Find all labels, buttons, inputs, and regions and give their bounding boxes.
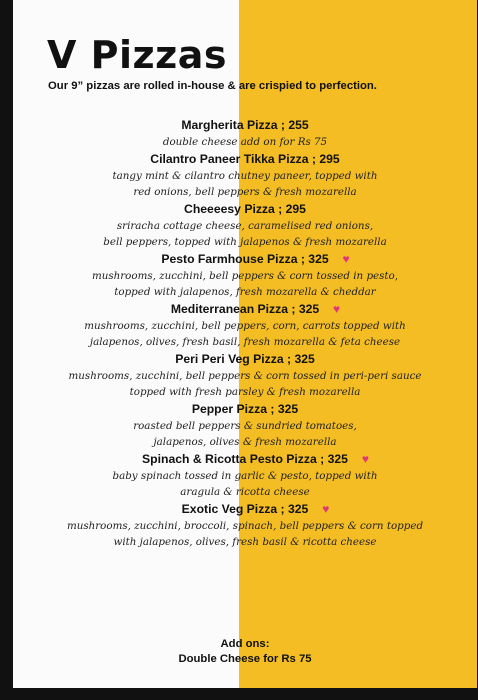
item-name-text: Peri Peri Veg Pizza ; 325 — [175, 352, 315, 366]
item-name — [161, 251, 350, 268]
item-name-text: Margherita Pizza ; 255 — [181, 118, 309, 132]
addons-title: Add ons: — [220, 638, 270, 650]
heart-icon: ♥ — [322, 502, 330, 516]
item-description-line: bell peppers, topped with jalapenos & fresh mozarella — [103, 236, 387, 248]
addons-section — [13, 637, 477, 667]
menu-item-cilantro-paneer-tikka — [13, 150, 477, 200]
item-name — [181, 117, 308, 134]
item-description-line: topped with jalapenos, fresh mozarella & cheddar — [114, 286, 376, 298]
item-description-line: topped with fresh parsley & fresh mozarella — [129, 386, 361, 398]
item-description-line: with jalapenos, olives, fresh basil & ricotta cheese — [113, 536, 377, 548]
item-description-line: tangy mint & cilantro chutney paneer, topped with — [112, 170, 378, 182]
heart-icon: ♥ — [333, 302, 341, 316]
menu-item-exotic-veg — [13, 500, 477, 550]
item-name — [150, 151, 339, 168]
item-description-line: red onions, bell peppers & fresh mozarella — [133, 186, 357, 198]
item-name-text: Pepper Pizza ; 325 — [191, 402, 299, 416]
item-name — [142, 451, 369, 468]
menu-item-mediterranean — [13, 300, 477, 350]
item-name — [170, 301, 341, 318]
item-description-line: baby spinach tossed in garlic & pesto, topped with — [112, 470, 378, 482]
item-description-line: jalapenos, olives, fresh basil, fresh mozarella & feta cheese — [89, 336, 401, 348]
item-name-text: Cilantro Paneer Tikka Pizza ; 295 — [150, 152, 340, 166]
menu-item-spinach-ricotta-pesto — [13, 450, 477, 500]
item-name — [184, 201, 306, 218]
menu-title: V Pizzas — [47, 33, 228, 77]
menu-item-cheeeesy — [13, 200, 477, 250]
item-description-line: mushrooms, zucchini, bell peppers, corn, carrots topped with — [84, 320, 406, 332]
menu-page — [13, 0, 477, 688]
item-name — [181, 501, 330, 518]
addons-text: Double Cheese for Rs 75 — [178, 653, 312, 665]
item-description-line: aragula & ricotta cheese — [180, 486, 310, 498]
item-name-text: Spinach & Ricotta Pesto Pizza ; 325 — [142, 452, 348, 466]
item-description-line: roasted bell peppers & sundried tomatoes, — [133, 420, 357, 432]
item-name-text: Exotic Veg Pizza ; 325 — [181, 502, 309, 516]
item-name-text: Pesto Farmhouse Pizza ; 325 — [161, 252, 329, 266]
item-description-line: mushrooms, zucchini, bell peppers & corn tossed in peri-peri sauce — [68, 370, 422, 382]
item-description-line: double cheese add on for Rs 75 — [162, 136, 328, 148]
menu-list — [13, 116, 477, 550]
menu-item-peri-peri-veg — [13, 350, 477, 400]
menu-item-pepper — [13, 400, 477, 450]
item-description-line: mushrooms, zucchini, bell peppers & corn tossed in pesto, — [91, 270, 399, 282]
heart-icon: ♥ — [342, 252, 350, 266]
item-description-line: jalapenos, olives & fresh mozarella — [153, 436, 337, 448]
menu-item-margherita — [13, 116, 477, 150]
menu-tagline: Our 9” pizzas are rolled in-house & are crispied to perfection. — [48, 80, 377, 92]
heart-icon: ♥ — [361, 452, 369, 466]
item-name — [175, 351, 315, 368]
item-name-text: Cheeeesy Pizza ; 295 — [184, 202, 306, 216]
menu-item-pesto-farmhouse — [13, 250, 477, 300]
item-name-text: Mediterranean Pizza ; 325 — [170, 302, 320, 316]
item-name — [192, 401, 298, 418]
item-description-line: mushrooms, zucchini, broccoli, spinach, bell peppers & corn topped — [66, 520, 424, 532]
item-description-line: sriracha cottage cheese, caramelised red onions, — [116, 220, 374, 232]
